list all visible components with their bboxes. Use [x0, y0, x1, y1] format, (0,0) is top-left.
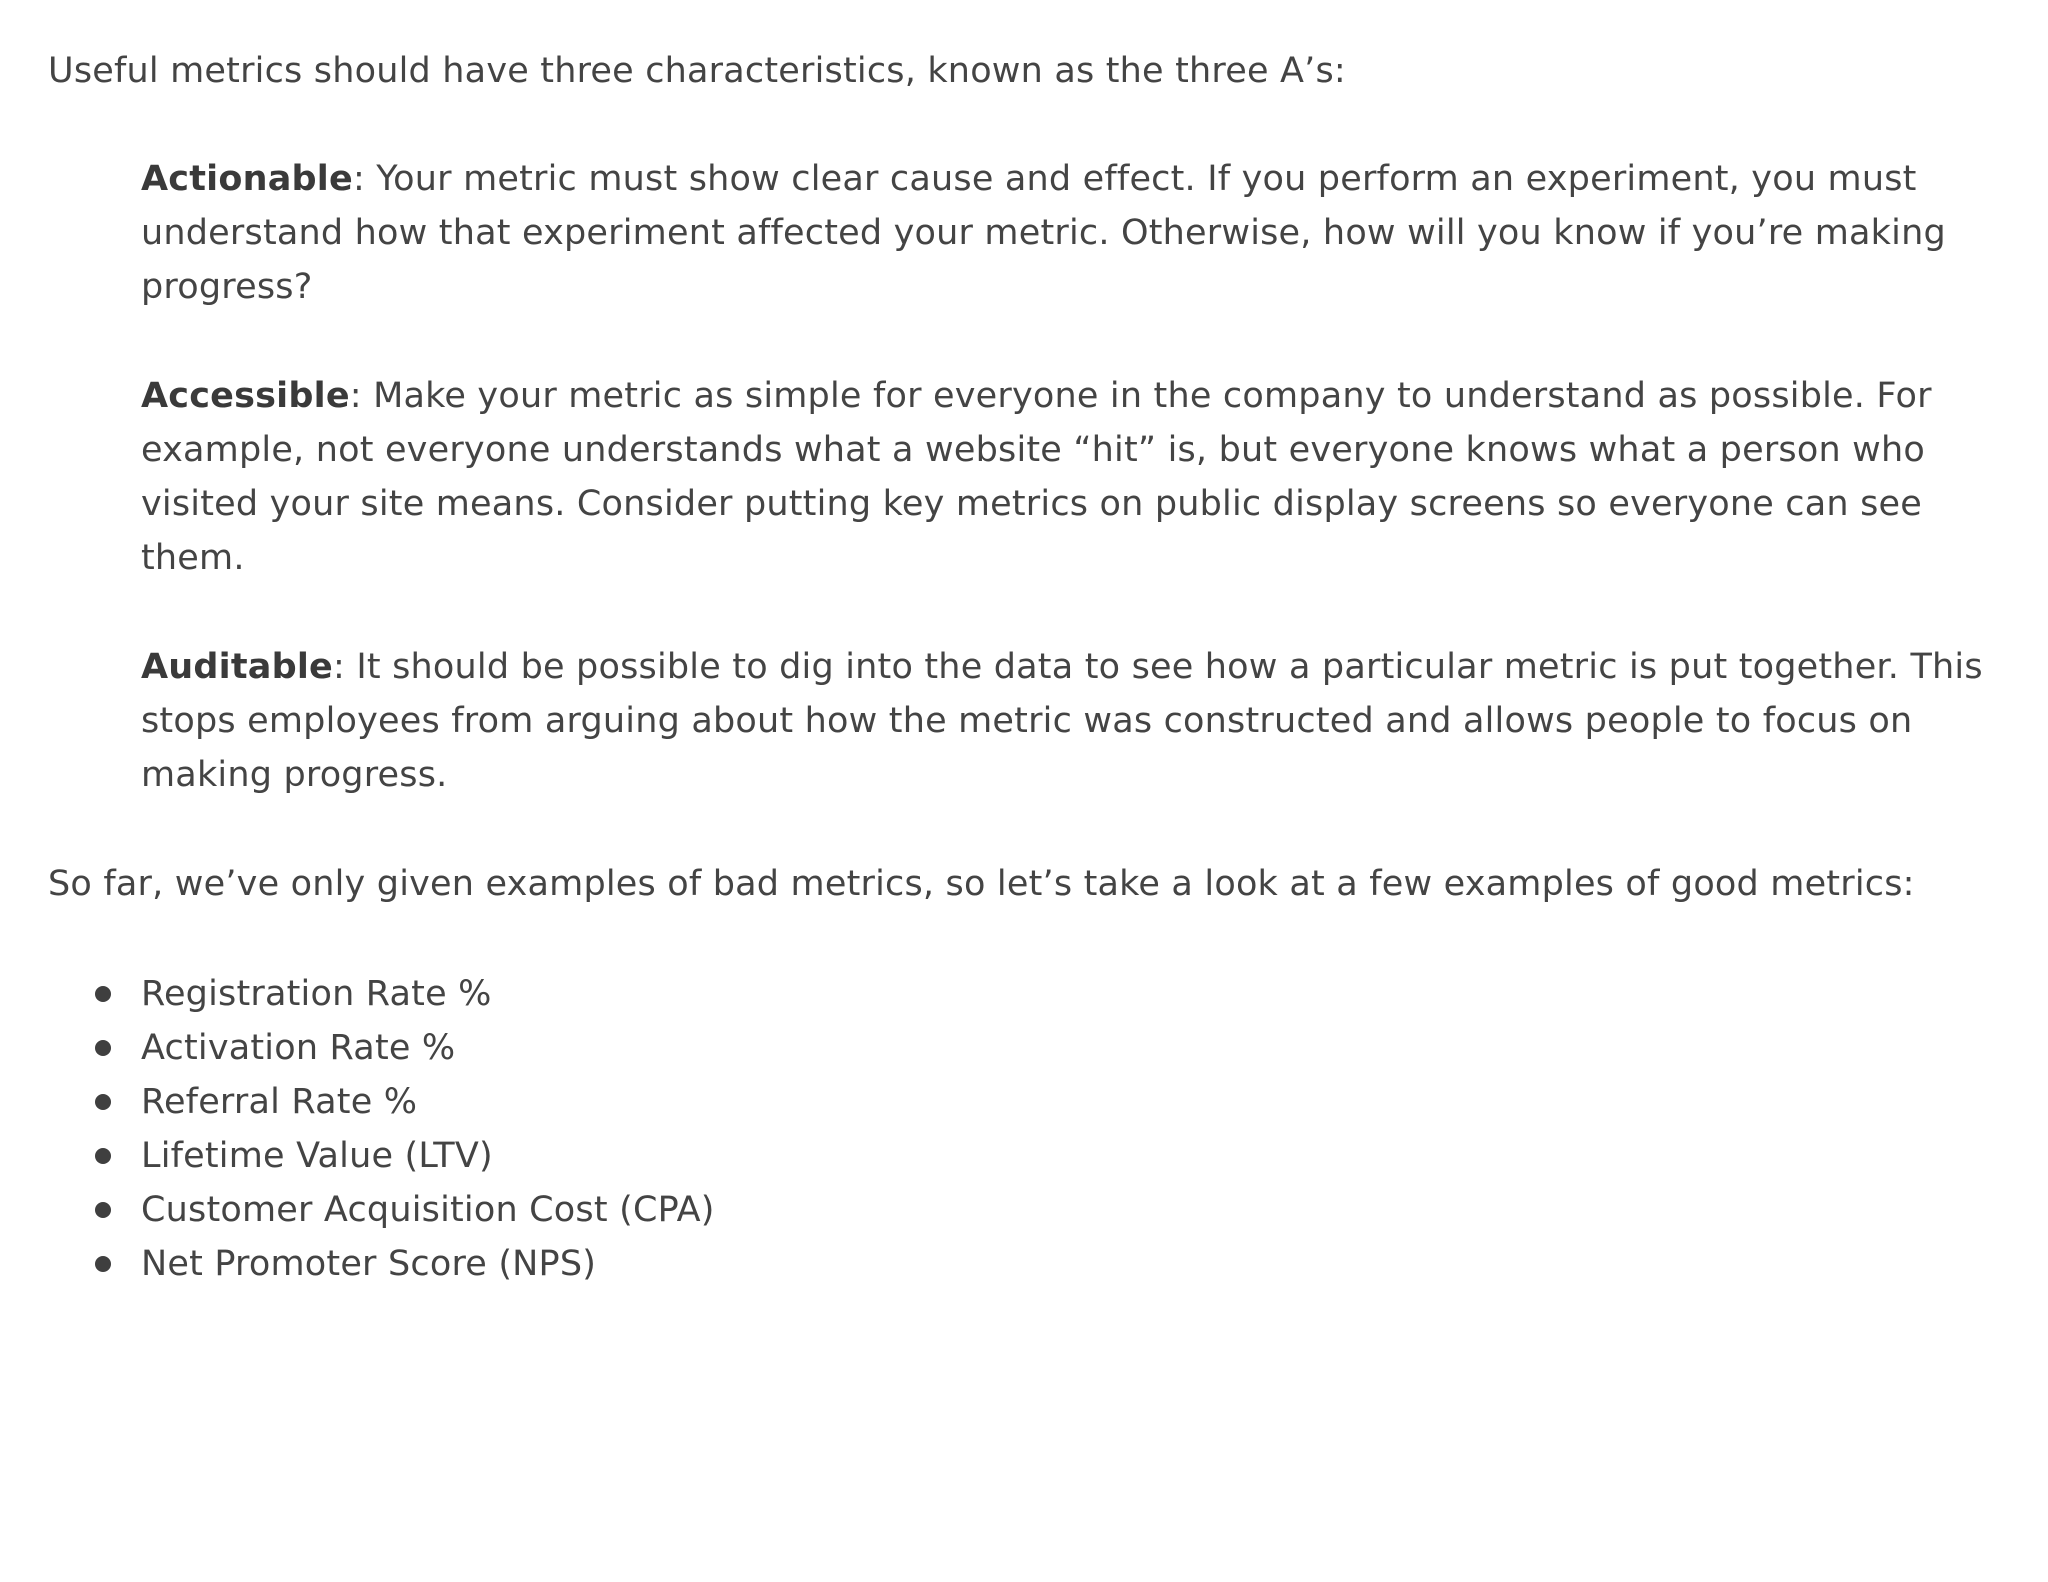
definition-actionable — [141, 152, 2011, 314]
list-item-label: Net Promoter Score (NPS) — [141, 1244, 597, 1284]
definition-auditable — [141, 640, 2011, 802]
bullet-icon — [95, 1094, 111, 1110]
definition-auditable-text: : It should be possible to dig into the data to see how a particular metric is put together. This stops employees from arguing about how the metric was constructed and allows people to focus on making progress. — [141, 647, 1983, 795]
list-item — [95, 1075, 715, 1129]
term-auditable: Auditable — [141, 647, 333, 687]
definition-accessible — [141, 369, 2011, 585]
lead-in-paragraph: So far, we’ve only given examples of bad metrics, so let’s take a look at a few examples of good metrics: — [48, 864, 1915, 904]
list-item-label: Referral Rate % — [141, 1082, 418, 1122]
term-actionable: Actionable — [141, 159, 353, 199]
bullet-icon — [95, 1148, 111, 1164]
list-item-label: Customer Acquisition Cost (CPA) — [141, 1190, 715, 1230]
list-item — [95, 1237, 715, 1291]
bullet-icon — [95, 1256, 111, 1272]
list-item — [95, 1021, 715, 1075]
definition-actionable-text: : Your metric must show clear cause and effect. If you perform an experiment, you must understand how that experiment affected your metric. Otherwise, how will you know if you’re making progress? — [141, 159, 1946, 307]
list-item-label: Activation Rate % — [141, 1028, 456, 1068]
list-item-label: Lifetime Value (LTV) — [141, 1136, 493, 1176]
term-accessible: Accessible — [141, 376, 350, 416]
list-item-label: Registration Rate % — [141, 974, 492, 1014]
list-item — [95, 1183, 715, 1237]
good-metrics-list — [95, 967, 715, 1291]
bullet-icon — [95, 986, 111, 1002]
list-item — [95, 1129, 715, 1183]
bullet-icon — [95, 1040, 111, 1056]
list-item — [95, 967, 715, 1021]
bullet-icon — [95, 1202, 111, 1218]
definition-accessible-text: : Make your metric as simple for everyone in the company to understand as possible. For example, not everyone understands what a website “hit” is, but everyone knows what a person who visited your site means. Consider putting key metrics on public display screens so everyone can see them. — [141, 376, 1932, 578]
intro-paragraph: Useful metrics should have three characteristics, known as the three A’s: — [48, 51, 1346, 91]
